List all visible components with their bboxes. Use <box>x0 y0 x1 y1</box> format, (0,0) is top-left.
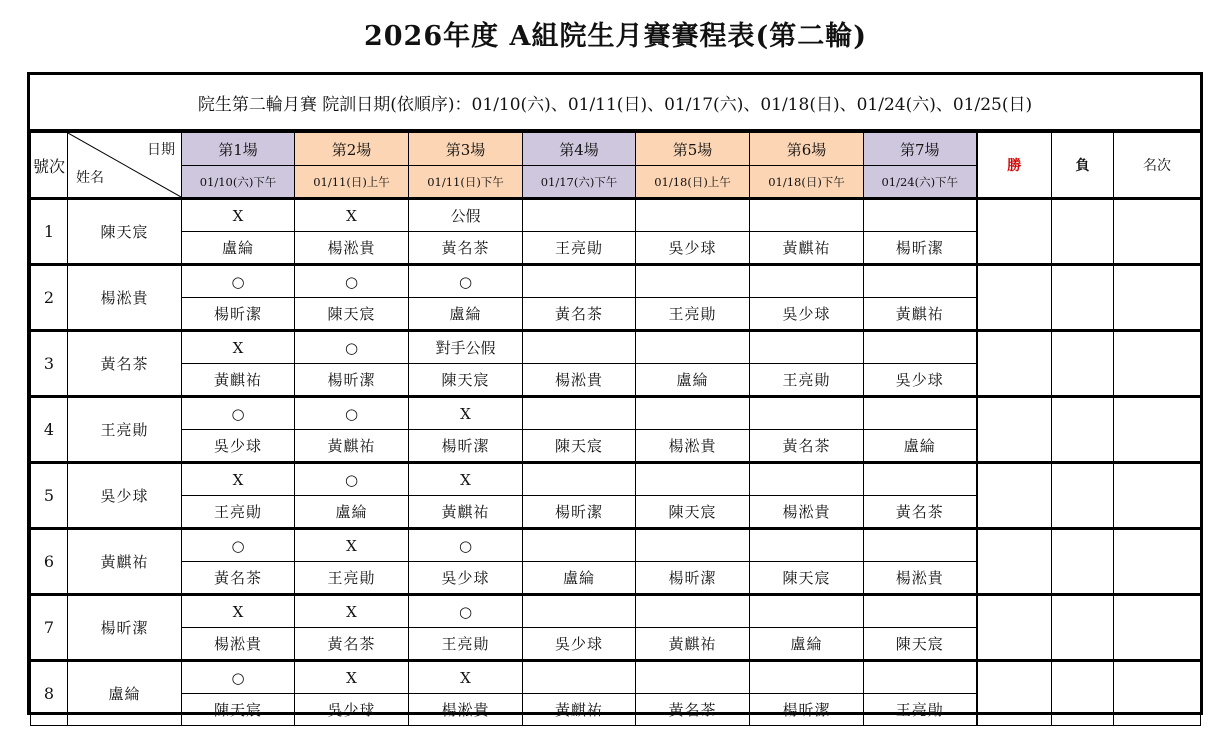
player-number: 2 <box>31 265 68 331</box>
result-cell: X <box>295 529 409 562</box>
header-rank: 名次 <box>1114 133 1201 199</box>
player-number: 8 <box>31 661 68 726</box>
opponent-cell: 黃名茶 <box>295 628 409 661</box>
round-label-6: 第6場 <box>750 133 864 166</box>
header-date-label: 日期 <box>147 142 175 158</box>
result-cell <box>636 529 750 562</box>
rank-cell <box>1114 199 1201 265</box>
table-row <box>31 463 1201 496</box>
result-cell <box>750 331 864 364</box>
opponent-cell: 陳天宸 <box>864 628 977 661</box>
rank-cell <box>1114 463 1201 529</box>
result-cell: X <box>295 661 409 694</box>
opponent-cell: 楊淞貴 <box>864 562 977 595</box>
table-row <box>31 331 1201 364</box>
player-name: 王亮勛 <box>68 397 182 463</box>
opponent-cell: 吳少球 <box>523 628 636 661</box>
opponent-cell: 盧綸 <box>864 430 977 463</box>
opponent-cell: 陳天宸 <box>750 562 864 595</box>
opponent-cell: 盧綸 <box>182 232 295 265</box>
lose-count-cell <box>1052 331 1114 397</box>
opponent-cell: 楊昕潔 <box>409 430 523 463</box>
result-cell <box>636 199 750 232</box>
header-date-name-diagonal <box>68 133 182 199</box>
opponent-cell: 黃名茶 <box>636 694 750 726</box>
result-cell: 公假 <box>409 199 523 232</box>
win-count-cell <box>977 463 1052 529</box>
opponent-cell: 吳少球 <box>182 430 295 463</box>
result-cell: ○ <box>409 529 523 562</box>
result-cell <box>636 265 750 298</box>
result-cell <box>864 397 977 430</box>
player-number: 6 <box>31 529 68 595</box>
table-row <box>31 397 1201 430</box>
opponent-cell: 黃麒祐 <box>523 694 636 726</box>
opponent-cell: 盧綸 <box>636 364 750 397</box>
opponent-cell: 王亮勛 <box>182 496 295 529</box>
result-cell <box>523 529 636 562</box>
header-win: 勝 <box>977 133 1052 199</box>
player-name: 黃麒祐 <box>68 529 182 595</box>
opponent-cell: 楊淞貴 <box>409 694 523 726</box>
opponent-cell: 黃麒祐 <box>864 298 977 331</box>
schedule-table <box>30 132 1201 726</box>
win-count-cell <box>977 265 1052 331</box>
result-cell: X <box>182 199 295 232</box>
player-name: 盧綸 <box>68 661 182 726</box>
result-cell: X <box>182 595 295 628</box>
opponent-cell: 楊昕潔 <box>864 232 977 265</box>
result-cell: 對手公假 <box>409 331 523 364</box>
result-cell <box>864 661 977 694</box>
opponent-cell: 楊淞貴 <box>750 496 864 529</box>
lose-count-cell <box>1052 595 1114 661</box>
result-cell: X <box>409 397 523 430</box>
opponent-cell: 黃名茶 <box>864 496 977 529</box>
result-cell: ○ <box>295 397 409 430</box>
opponent-cell: 黃名茶 <box>182 562 295 595</box>
player-number: 1 <box>31 199 68 265</box>
result-cell <box>523 595 636 628</box>
round-date-3: 01/11(日)下午 <box>409 166 523 199</box>
opponent-cell: 陳天宸 <box>409 364 523 397</box>
result-cell <box>864 529 977 562</box>
result-cell: X <box>409 661 523 694</box>
round-date-2: 01/11(日)上午 <box>295 166 409 199</box>
round-date-6: 01/18(日)下午 <box>750 166 864 199</box>
result-cell <box>523 331 636 364</box>
result-cell <box>750 529 864 562</box>
player-number: 7 <box>31 595 68 661</box>
result-cell: ○ <box>182 661 295 694</box>
result-cell <box>750 595 864 628</box>
opponent-cell: 陳天宸 <box>523 430 636 463</box>
opponent-cell: 黃名茶 <box>750 430 864 463</box>
player-name: 楊淞貴 <box>68 265 182 331</box>
round-date-4: 01/17(六)下午 <box>523 166 636 199</box>
round-label-3: 第3場 <box>409 133 523 166</box>
opponent-cell: 楊淞貴 <box>295 232 409 265</box>
training-dates-line: 院生第二輪月賽 院訓日期(依順序)：01/10(六)、01/11(日)、01/17(六)、01/18(日)、01/24(六)、01/25(日) <box>30 75 1200 132</box>
rank-cell <box>1114 397 1201 463</box>
opponent-cell: 楊昕潔 <box>295 364 409 397</box>
result-cell <box>864 463 977 496</box>
result-cell <box>750 199 864 232</box>
result-cell <box>750 397 864 430</box>
opponent-cell: 楊昕潔 <box>750 694 864 726</box>
opponent-cell: 盧綸 <box>523 562 636 595</box>
result-cell <box>523 397 636 430</box>
result-cell: X <box>182 463 295 496</box>
result-cell <box>636 463 750 496</box>
opponent-cell: 王亮勛 <box>523 232 636 265</box>
result-cell <box>864 199 977 232</box>
lose-count-cell <box>1052 529 1114 595</box>
result-cell <box>636 331 750 364</box>
opponent-cell: 吳少球 <box>864 364 977 397</box>
opponent-cell: 楊淞貴 <box>636 430 750 463</box>
opponent-cell: 吳少球 <box>409 562 523 595</box>
lose-count-cell <box>1052 199 1114 265</box>
win-count-cell <box>977 595 1052 661</box>
result-cell <box>523 463 636 496</box>
result-cell: X <box>295 595 409 628</box>
result-cell <box>864 331 977 364</box>
rank-cell <box>1114 661 1201 726</box>
opponent-cell: 楊昕潔 <box>182 298 295 331</box>
lose-count-cell <box>1052 661 1114 726</box>
header-name-label: 姓名 <box>76 170 104 186</box>
result-cell: ○ <box>182 397 295 430</box>
opponent-cell: 盧綸 <box>409 298 523 331</box>
win-count-cell <box>977 661 1052 726</box>
opponent-cell: 黃麒祐 <box>636 628 750 661</box>
opponent-cell: 黃麒祐 <box>750 232 864 265</box>
table-row <box>31 661 1201 694</box>
lose-count-cell <box>1052 463 1114 529</box>
result-cell: X <box>182 331 295 364</box>
round-label-2: 第2場 <box>295 133 409 166</box>
round-label-4: 第4場 <box>523 133 636 166</box>
opponent-cell: 吳少球 <box>295 694 409 726</box>
result-cell: ○ <box>409 265 523 298</box>
result-cell <box>750 463 864 496</box>
header-number: 號次 <box>31 133 68 199</box>
result-cell <box>864 265 977 298</box>
schedule-sheet <box>27 72 1203 719</box>
result-cell: ○ <box>295 463 409 496</box>
round-label-1: 第1場 <box>182 133 295 166</box>
rank-cell <box>1114 595 1201 661</box>
player-name: 楊昕潔 <box>68 595 182 661</box>
result-cell: ○ <box>182 529 295 562</box>
opponent-cell: 吳少球 <box>636 232 750 265</box>
table-row <box>31 199 1201 232</box>
rank-cell <box>1114 529 1201 595</box>
result-cell <box>750 661 864 694</box>
result-cell <box>636 397 750 430</box>
opponent-cell: 黃麒祐 <box>409 496 523 529</box>
opponent-cell: 楊淞貴 <box>182 628 295 661</box>
round-label-5: 第5場 <box>636 133 750 166</box>
opponent-cell: 黃麒祐 <box>295 430 409 463</box>
result-cell <box>636 595 750 628</box>
header-lose: 負 <box>1052 133 1114 199</box>
opponent-cell: 黃名茶 <box>409 232 523 265</box>
rank-cell <box>1114 265 1201 331</box>
opponent-cell: 盧綸 <box>295 496 409 529</box>
opponent-cell: 王亮勛 <box>864 694 977 726</box>
opponent-cell: 楊昕潔 <box>523 496 636 529</box>
table-row <box>31 529 1201 562</box>
player-name: 吳少球 <box>68 463 182 529</box>
result-cell <box>523 199 636 232</box>
opponent-cell: 陳天宸 <box>295 298 409 331</box>
win-count-cell <box>977 529 1052 595</box>
round-date-1: 01/10(六)下午 <box>182 166 295 199</box>
result-cell <box>864 595 977 628</box>
player-number: 3 <box>31 331 68 397</box>
opponent-cell: 吳少球 <box>750 298 864 331</box>
result-cell <box>523 661 636 694</box>
lose-count-cell <box>1052 397 1114 463</box>
player-name: 陳天宸 <box>68 199 182 265</box>
result-cell <box>750 265 864 298</box>
round-date-7: 01/24(六)下午 <box>864 166 977 199</box>
result-cell: ○ <box>295 331 409 364</box>
result-cell <box>523 265 636 298</box>
result-cell: X <box>295 199 409 232</box>
player-number: 4 <box>31 397 68 463</box>
lose-count-cell <box>1052 265 1114 331</box>
opponent-cell: 楊昕潔 <box>636 562 750 595</box>
result-cell: ○ <box>295 265 409 298</box>
result-cell: X <box>409 463 523 496</box>
table-row <box>31 595 1201 628</box>
result-cell <box>636 661 750 694</box>
opponent-cell: 盧綸 <box>750 628 864 661</box>
opponent-cell: 王亮勛 <box>750 364 864 397</box>
opponent-cell: 陳天宸 <box>182 694 295 726</box>
result-cell: ○ <box>409 595 523 628</box>
opponent-cell: 黃名茶 <box>523 298 636 331</box>
win-count-cell <box>977 331 1052 397</box>
win-count-cell <box>977 397 1052 463</box>
win-count-cell <box>977 199 1052 265</box>
rank-cell <box>1114 331 1201 397</box>
table-row <box>31 265 1201 298</box>
opponent-cell: 王亮勛 <box>295 562 409 595</box>
opponent-cell: 黃麒祐 <box>182 364 295 397</box>
page-title: 2026年度 A組院生月賽賽程表(第二輪) <box>363 21 868 52</box>
round-date-5: 01/18(日)上午 <box>636 166 750 199</box>
opponent-cell: 王亮勛 <box>636 298 750 331</box>
opponent-cell: 楊淞貴 <box>523 364 636 397</box>
player-name: 黃名茶 <box>68 331 182 397</box>
opponent-cell: 陳天宸 <box>636 496 750 529</box>
player-number: 5 <box>31 463 68 529</box>
round-label-7: 第7場 <box>864 133 977 166</box>
result-cell: ○ <box>182 265 295 298</box>
opponent-cell: 王亮勛 <box>409 628 523 661</box>
